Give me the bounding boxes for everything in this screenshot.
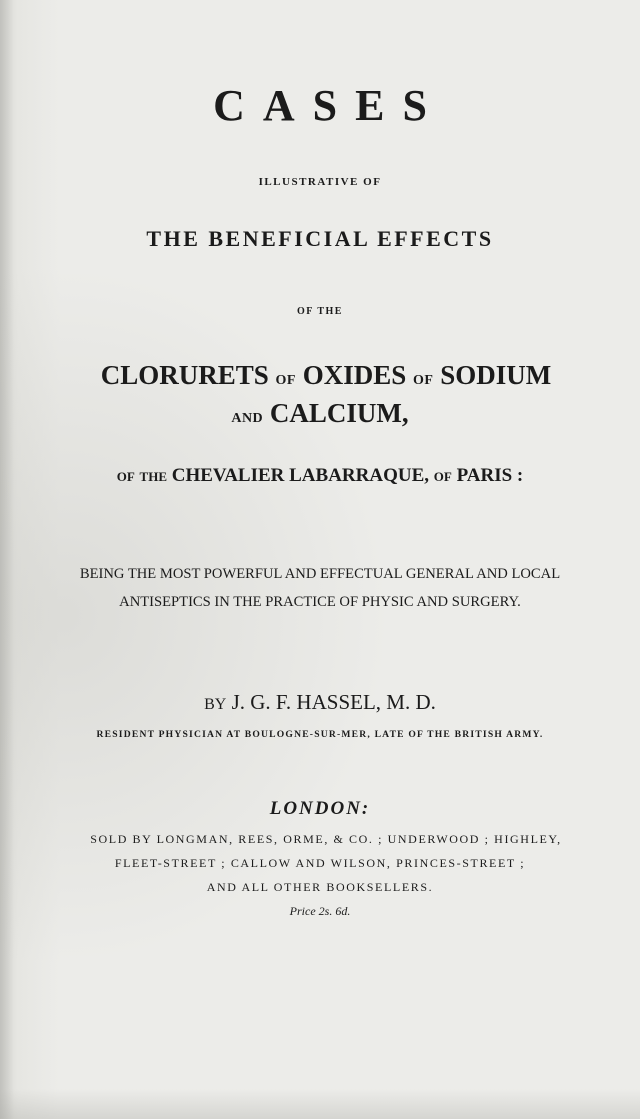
subtitle-of-the: OF THE [297,306,343,317]
of-word: OF [413,373,434,388]
oxides-word: OXIDES [302,360,407,390]
imprint-line-1: SOLD BY LONGMAN, REES, ORME, & CO. ; UNDERWOOD ; HIGHLEY, [90,832,562,846]
author-name: J. G. F. HASSEL, M. D. [231,690,436,714]
of-word: OF [275,373,296,388]
imprint-city: LONDON: [269,798,371,819]
paris-word: PARIS : [456,465,524,486]
chlorurets-word: CLORURETS [100,360,269,390]
page-bottom-shadow [0,1089,640,1119]
sodium-word: SODIUM [440,360,552,390]
title-chevalier-line [0,465,640,487]
subtitle-beneficial-effects: THE BENEFICIAL EFFECTS [146,226,494,251]
imprint-line-3: AND ALL OTHER BOOKSELLERS. [206,880,434,894]
of-word: OF [433,469,452,484]
subtitle-illustrative-of: ILLUSTRATIVE OF [258,176,382,188]
title-chlorurets-line [6,360,640,391]
page-edge-shadow [0,0,14,1119]
calcium-word: CALCIUM, [269,398,409,428]
imprint-line-2: FLEET-STREET ; CALLOW AND WILSON, PRINCES-STREET ; [114,856,526,870]
by-word: BY [204,696,227,713]
main-title-cases: CASES [213,81,445,130]
description-line-1: BEING THE MOST POWERFUL AND EFFECTUAL GENERAL AND LOCAL [79,566,561,582]
author-credentials: RESIDENT PHYSICIAN AT BOULOGNE-SUR-MER, LATE OF THE BRITISH ARMY. [96,729,544,740]
chevalier-name: CHEVALIER LABARRAQUE, [171,465,430,486]
price-text: Price 2s. 6d. [289,904,351,918]
title-calcium-line [0,398,640,429]
and-word: AND [231,411,264,426]
the-word: THE [139,469,167,484]
of-word: OF [116,469,135,484]
author-line [0,690,640,715]
description-line-2: ANTISEPTICS IN THE PRACTICE OF PHYSIC AND SURGERY. [119,594,521,610]
